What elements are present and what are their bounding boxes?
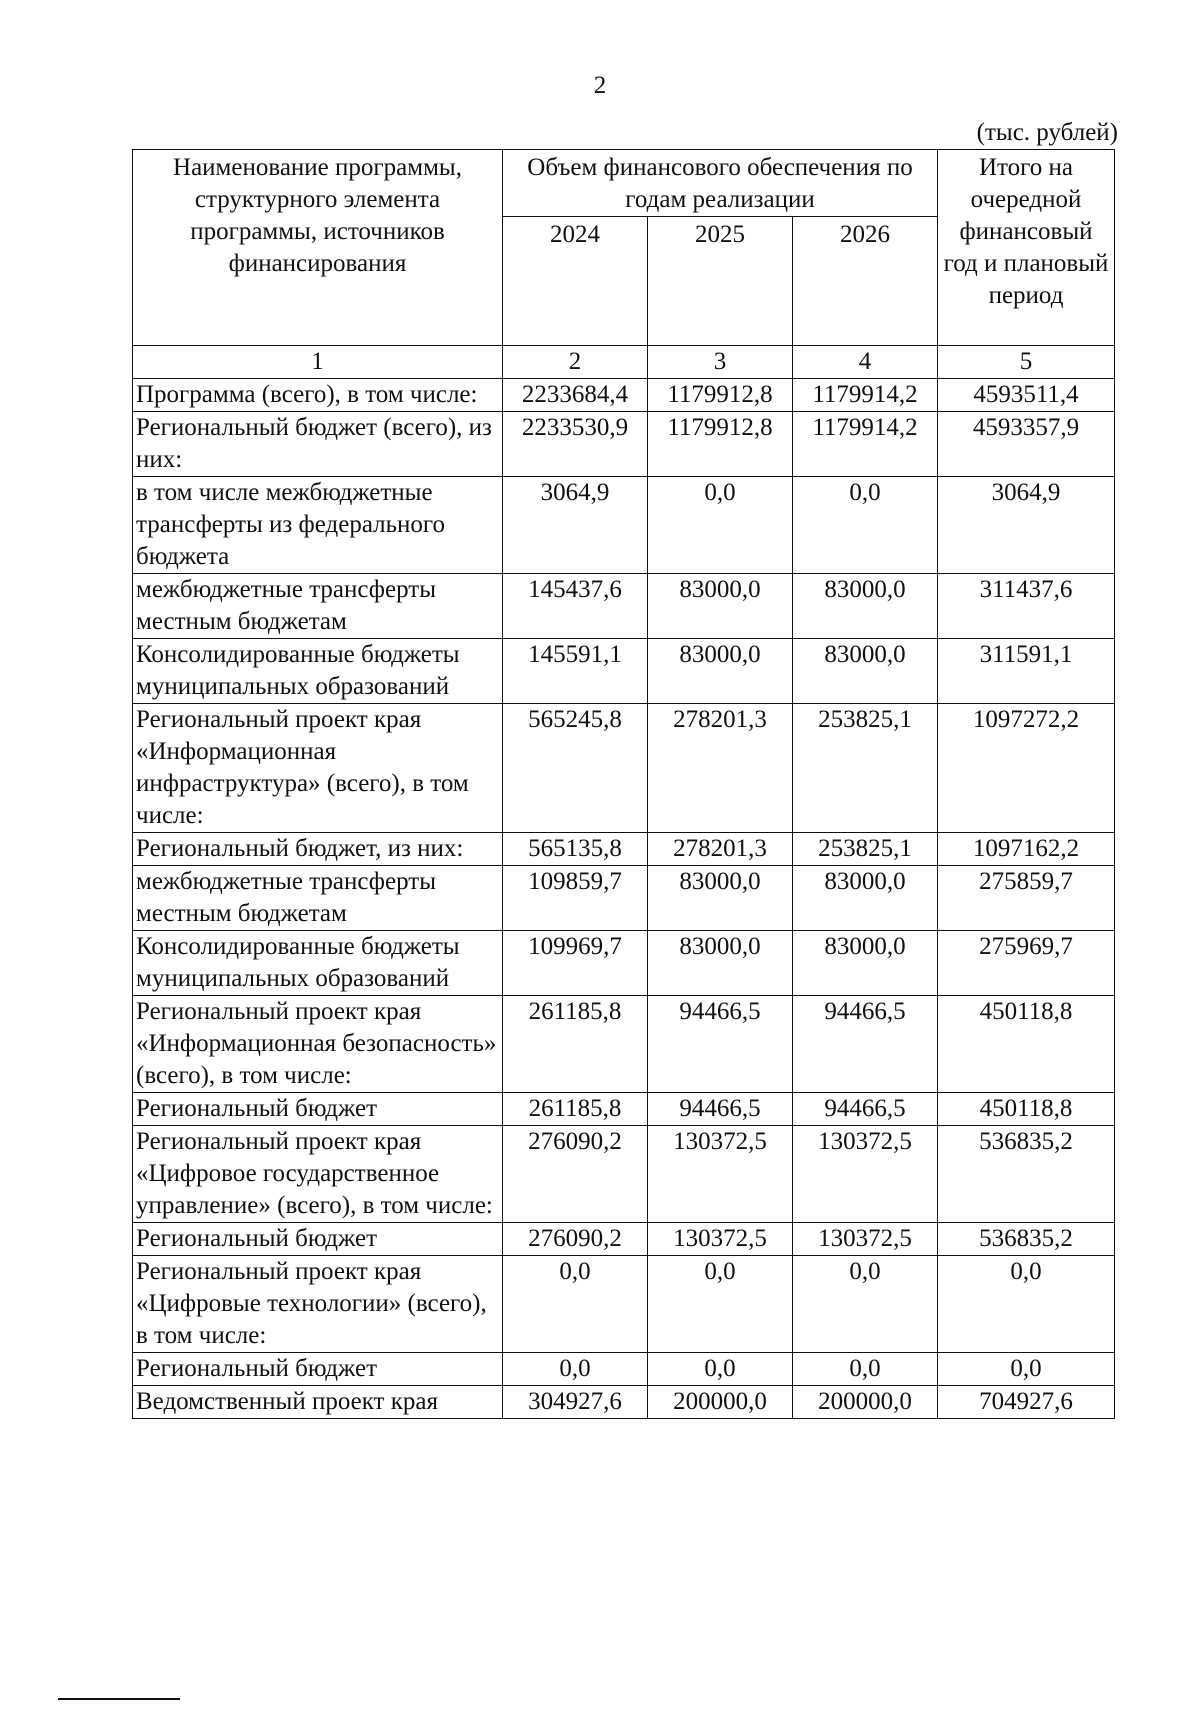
- value-2024: 276090,2: [503, 1223, 648, 1256]
- table-row: [133, 866, 1115, 931]
- value-2024: 3064,9: [503, 477, 648, 574]
- row-name: Региональный проект края «Цифровые технологии» (всего), в том числе:: [133, 1256, 503, 1353]
- value-2026: 1179914,2: [793, 412, 938, 477]
- column-number: 2: [503, 346, 648, 379]
- value-total: 1097272,2: [938, 704, 1115, 833]
- value-2026: 94466,5: [793, 996, 938, 1093]
- row-name: в том числе межбюджетные трансферты из федерального бюджета: [133, 477, 503, 574]
- table-row: [133, 1093, 1115, 1126]
- value-2025: 0,0: [648, 1353, 793, 1386]
- row-name: Региональный бюджет: [133, 1093, 503, 1126]
- value-total: 0,0: [938, 1256, 1115, 1353]
- row-name: Региональный проект края «Информационная безопасность» (всего), в том числе:: [133, 996, 503, 1093]
- value-2026: 253825,1: [793, 833, 938, 866]
- value-2026: 0,0: [793, 1353, 938, 1386]
- value-2026: 200000,0: [793, 1386, 938, 1419]
- value-total: 536835,2: [938, 1223, 1115, 1256]
- value-2026: 83000,0: [793, 931, 938, 996]
- value-2026: 1179914,2: [793, 379, 938, 412]
- value-2025: 0,0: [648, 1256, 793, 1353]
- row-name: Региональный бюджет, из них:: [133, 833, 503, 866]
- value-total: 4593511,4: [938, 379, 1115, 412]
- header-year-2026: 2026: [793, 217, 938, 346]
- table-row: [133, 574, 1115, 639]
- page-number: 2: [593, 72, 607, 99]
- value-2025: 94466,5: [648, 1093, 793, 1126]
- value-2024: 261185,8: [503, 1093, 648, 1126]
- row-name: Консолидированные бюджеты муниципальных образований: [133, 931, 503, 996]
- value-total: 0,0: [938, 1353, 1115, 1386]
- value-2025: 83000,0: [648, 639, 793, 704]
- value-2026: 83000,0: [793, 574, 938, 639]
- value-2026: 130372,5: [793, 1126, 938, 1223]
- units-note: (тыс. рублей): [976, 119, 1118, 146]
- table-row: [133, 704, 1115, 833]
- value-2025: 130372,5: [648, 1126, 793, 1223]
- value-2026: 83000,0: [793, 639, 938, 704]
- value-2024: 145591,1: [503, 639, 648, 704]
- value-2025: 278201,3: [648, 833, 793, 866]
- table-row: [133, 412, 1115, 477]
- value-2024: 109859,7: [503, 866, 648, 931]
- value-total: 3064,9: [938, 477, 1115, 574]
- value-2024: 565135,8: [503, 833, 648, 866]
- row-name: Региональный проект края «Цифровое государственное управление» (всего), в том числе:: [133, 1126, 503, 1223]
- financing-table: [132, 149, 1115, 1419]
- value-total: 275969,7: [938, 931, 1115, 996]
- value-2024: 145437,6: [503, 574, 648, 639]
- header-volume-group: Объем финансового обеспечения по годам реализации: [503, 150, 938, 217]
- value-2025: 83000,0: [648, 574, 793, 639]
- header-row: [133, 150, 1115, 217]
- value-total: 450118,8: [938, 996, 1115, 1093]
- table-row: [133, 1256, 1115, 1353]
- table-row: [133, 1126, 1115, 1223]
- row-name: Консолидированные бюджеты муниципальных образований: [133, 639, 503, 704]
- table-row: [133, 1353, 1115, 1386]
- value-total: 704927,6: [938, 1386, 1115, 1419]
- value-2025: 0,0: [648, 477, 793, 574]
- value-total: 4593357,9: [938, 412, 1115, 477]
- column-number: 3: [648, 346, 793, 379]
- row-name: Региональный проект края «Информационная инфраструктура» (всего), в том числе:: [133, 704, 503, 833]
- table-row: [133, 639, 1115, 704]
- row-name: межбюджетные трансферты местным бюджетам: [133, 574, 503, 639]
- value-2024: 2233684,4: [503, 379, 648, 412]
- table-row: [133, 931, 1115, 996]
- row-name: Региональный бюджет: [133, 1223, 503, 1256]
- value-2026: 130372,5: [793, 1223, 938, 1256]
- value-2025: 1179912,8: [648, 412, 793, 477]
- value-2025: 83000,0: [648, 866, 793, 931]
- column-numbers-row: [133, 346, 1115, 379]
- table-row: [133, 477, 1115, 574]
- value-2024: 0,0: [503, 1353, 648, 1386]
- table-row: [133, 379, 1115, 412]
- value-2024: 0,0: [503, 1256, 648, 1353]
- row-name: Программа (всего), в том числе:: [133, 379, 503, 412]
- row-name: Региональный бюджет (всего), из них:: [133, 412, 503, 477]
- column-number: 5: [938, 346, 1115, 379]
- table-row: [133, 833, 1115, 866]
- table-row: [133, 996, 1115, 1093]
- value-2025: 200000,0: [648, 1386, 793, 1419]
- value-total: 536835,2: [938, 1126, 1115, 1223]
- value-2024: 276090,2: [503, 1126, 648, 1223]
- value-2025: 83000,0: [648, 931, 793, 996]
- value-2024: 304927,6: [503, 1386, 648, 1419]
- value-2025: 278201,3: [648, 704, 793, 833]
- value-2026: 0,0: [793, 477, 938, 574]
- value-2025: 94466,5: [648, 996, 793, 1093]
- value-2024: 565245,8: [503, 704, 648, 833]
- header-year-2025: 2025: [648, 217, 793, 346]
- value-2026: 253825,1: [793, 704, 938, 833]
- value-2026: 0,0: [793, 1256, 938, 1353]
- header-name-column: Наименование программы, структурного элемента программы, источников финансирования: [133, 150, 503, 346]
- table-row: [133, 1223, 1115, 1256]
- column-number: 4: [793, 346, 938, 379]
- header-year-2024: 2024: [503, 217, 648, 346]
- value-2026: 83000,0: [793, 866, 938, 931]
- value-2024: 109969,7: [503, 931, 648, 996]
- header-total-column: Итого на очередной финансовый год и плановый период: [938, 150, 1115, 346]
- table-row: [133, 1386, 1115, 1419]
- row-name: Региональный бюджет: [133, 1353, 503, 1386]
- value-total: 450118,8: [938, 1093, 1115, 1126]
- value-total: 1097162,2: [938, 833, 1115, 866]
- value-2024: 261185,8: [503, 996, 648, 1093]
- value-2026: 94466,5: [793, 1093, 938, 1126]
- column-number: 1: [133, 346, 503, 379]
- value-total: 275859,7: [938, 866, 1115, 931]
- value-total: 311591,1: [938, 639, 1115, 704]
- value-2024: 2233530,9: [503, 412, 648, 477]
- row-name: Ведомственный проект края: [133, 1386, 503, 1419]
- row-name: межбюджетные трансферты местным бюджетам: [133, 866, 503, 931]
- value-2025: 1179912,8: [648, 379, 793, 412]
- value-2025: 130372,5: [648, 1223, 793, 1256]
- footer-divider: [58, 1698, 180, 1700]
- value-total: 311437,6: [938, 574, 1115, 639]
